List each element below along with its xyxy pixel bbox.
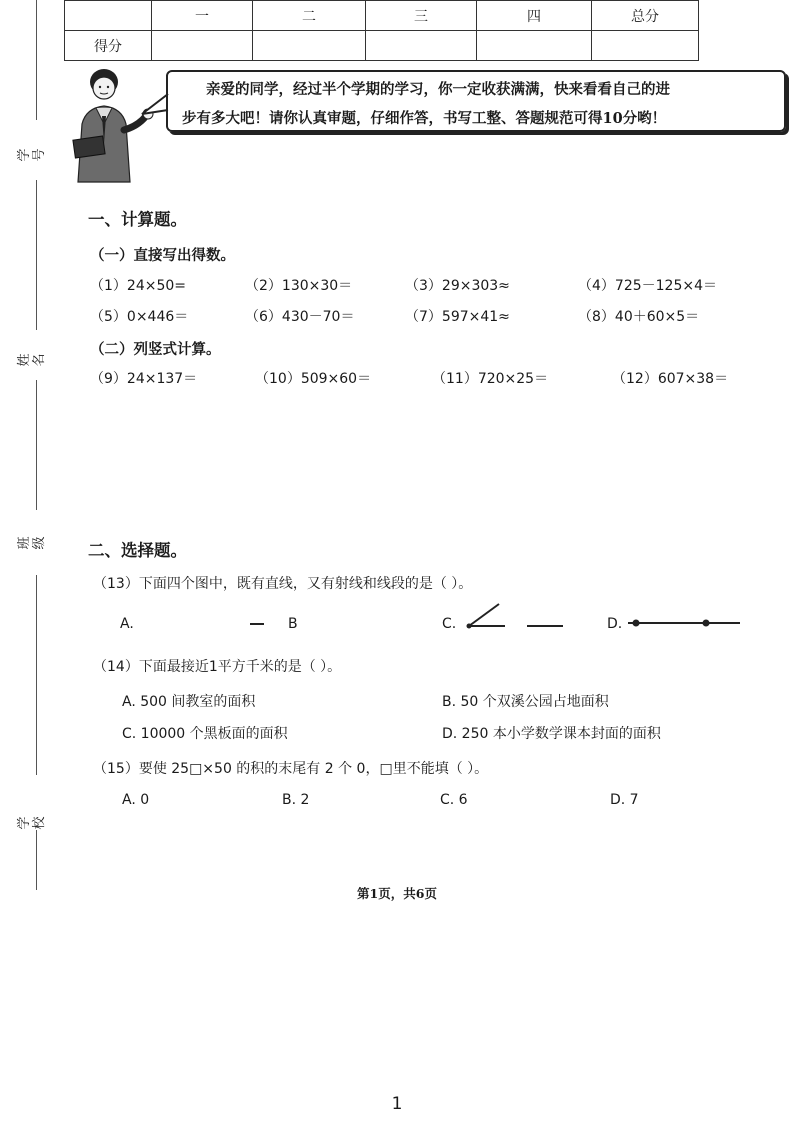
score-col-1: 一 — [152, 1, 253, 31]
section-1-part-2-title: （二）列竖式计算。 — [90, 342, 221, 358]
score-col-2: 二 — [253, 1, 366, 31]
q13-figure-a — [242, 618, 272, 630]
question-14-stem: （14）下面最接近1平方千米的是（ ）。 — [93, 659, 342, 675]
score-cell-total[interactable] — [592, 31, 699, 61]
binding-line-4 — [36, 830, 37, 890]
score-table-score-row — [65, 31, 699, 61]
teacher-illustration — [66, 64, 166, 186]
q14-option-b: B. 50 个双溪公园占地面积 — [442, 694, 609, 710]
score-col-total: 总分 — [592, 1, 699, 31]
score-cell-2[interactable] — [253, 31, 366, 61]
score-cell-3[interactable] — [366, 31, 477, 61]
score-table — [64, 0, 699, 61]
question-15-stem: （15）要使 25□×50 的积的末尾有 2 个 0，□里不能填（ ）。 — [93, 761, 489, 777]
q13-option-c: C. — [442, 616, 457, 632]
q13-option-b: B — [288, 616, 298, 632]
problem-2: （2）130×30＝ — [245, 278, 353, 294]
binding-line-3 — [36, 575, 37, 775]
problem-9: （9）24×137＝ — [90, 371, 198, 387]
problem-11: （11）720×25＝ — [432, 371, 549, 387]
page-number: 1 — [391, 1094, 403, 1114]
problem-5: （5）0×446＝ — [90, 309, 189, 325]
margin-label-name: 姓名 — [17, 353, 47, 367]
q13-option-a: A. — [120, 616, 134, 632]
score-table-corner — [65, 1, 152, 31]
q15-option-d: D. 7 — [610, 792, 639, 808]
problem-7: （7）597×41≈ — [405, 309, 510, 325]
margin-label-class: 班级 — [17, 536, 47, 550]
score-table-header-row — [65, 1, 699, 31]
score-row-label: 得分 — [65, 31, 152, 61]
score-cell-1[interactable] — [152, 31, 253, 61]
problem-12: （12）607×38＝ — [612, 371, 729, 387]
section-2-title: 二、选择题。 — [88, 541, 187, 560]
binding-line-2 — [36, 380, 37, 510]
score-col-4: 四 — [477, 1, 592, 31]
problem-3: （3）29×303≈ — [405, 278, 510, 294]
problem-6: （6）430－70＝ — [245, 309, 355, 325]
intro-line-1: 亲爱的同学，经过半个学期的学习，你一定收获满满，快来看看自己的进 — [206, 81, 670, 98]
problem-8: （8）40＋60×5＝ — [578, 309, 700, 325]
intro-bubble — [166, 70, 786, 132]
problem-4: （4）725－125×4＝ — [578, 278, 717, 294]
q15-option-a: A. 0 — [122, 792, 150, 808]
problem-10: （10）509×60＝ — [255, 371, 372, 387]
question-13-stem: （13）下面四个图中，既有直线，又有射线和线段的是（ ）。 — [93, 576, 473, 592]
q15-option-b: B. 2 — [282, 792, 310, 808]
q13-figure-c — [465, 602, 570, 632]
section-1-title: 一、计算题。 — [88, 210, 187, 229]
q14-option-a: A. 500 间教室的面积 — [122, 694, 256, 710]
q14-option-c: C. 10000 个黑板面的面积 — [122, 726, 288, 742]
score-cell-4[interactable] — [477, 31, 592, 61]
problem-1: （1）24×50= — [90, 278, 186, 294]
margin-label-student-id: 学号 — [17, 148, 47, 162]
score-col-3: 三 — [366, 1, 477, 31]
binding-line-1 — [36, 180, 37, 330]
q13-figure-d — [628, 616, 742, 630]
page-info: 第1页，共6页 — [357, 886, 437, 901]
q15-option-c: C. 6 — [440, 792, 468, 808]
section-1-part-1-title: （一）直接写出得数。 — [90, 248, 235, 264]
binding-line-top — [36, 0, 37, 120]
q14-option-d: D. 250 本小学数学课本封面的面积 — [442, 726, 661, 742]
q13-option-d: D. — [607, 616, 623, 632]
margin-label-school: 学校 — [17, 816, 47, 830]
intro-line-2: 步有多大吧！请你认真审题，仔细作答，书写工整、答题规范可得10分哟！ — [182, 110, 667, 127]
